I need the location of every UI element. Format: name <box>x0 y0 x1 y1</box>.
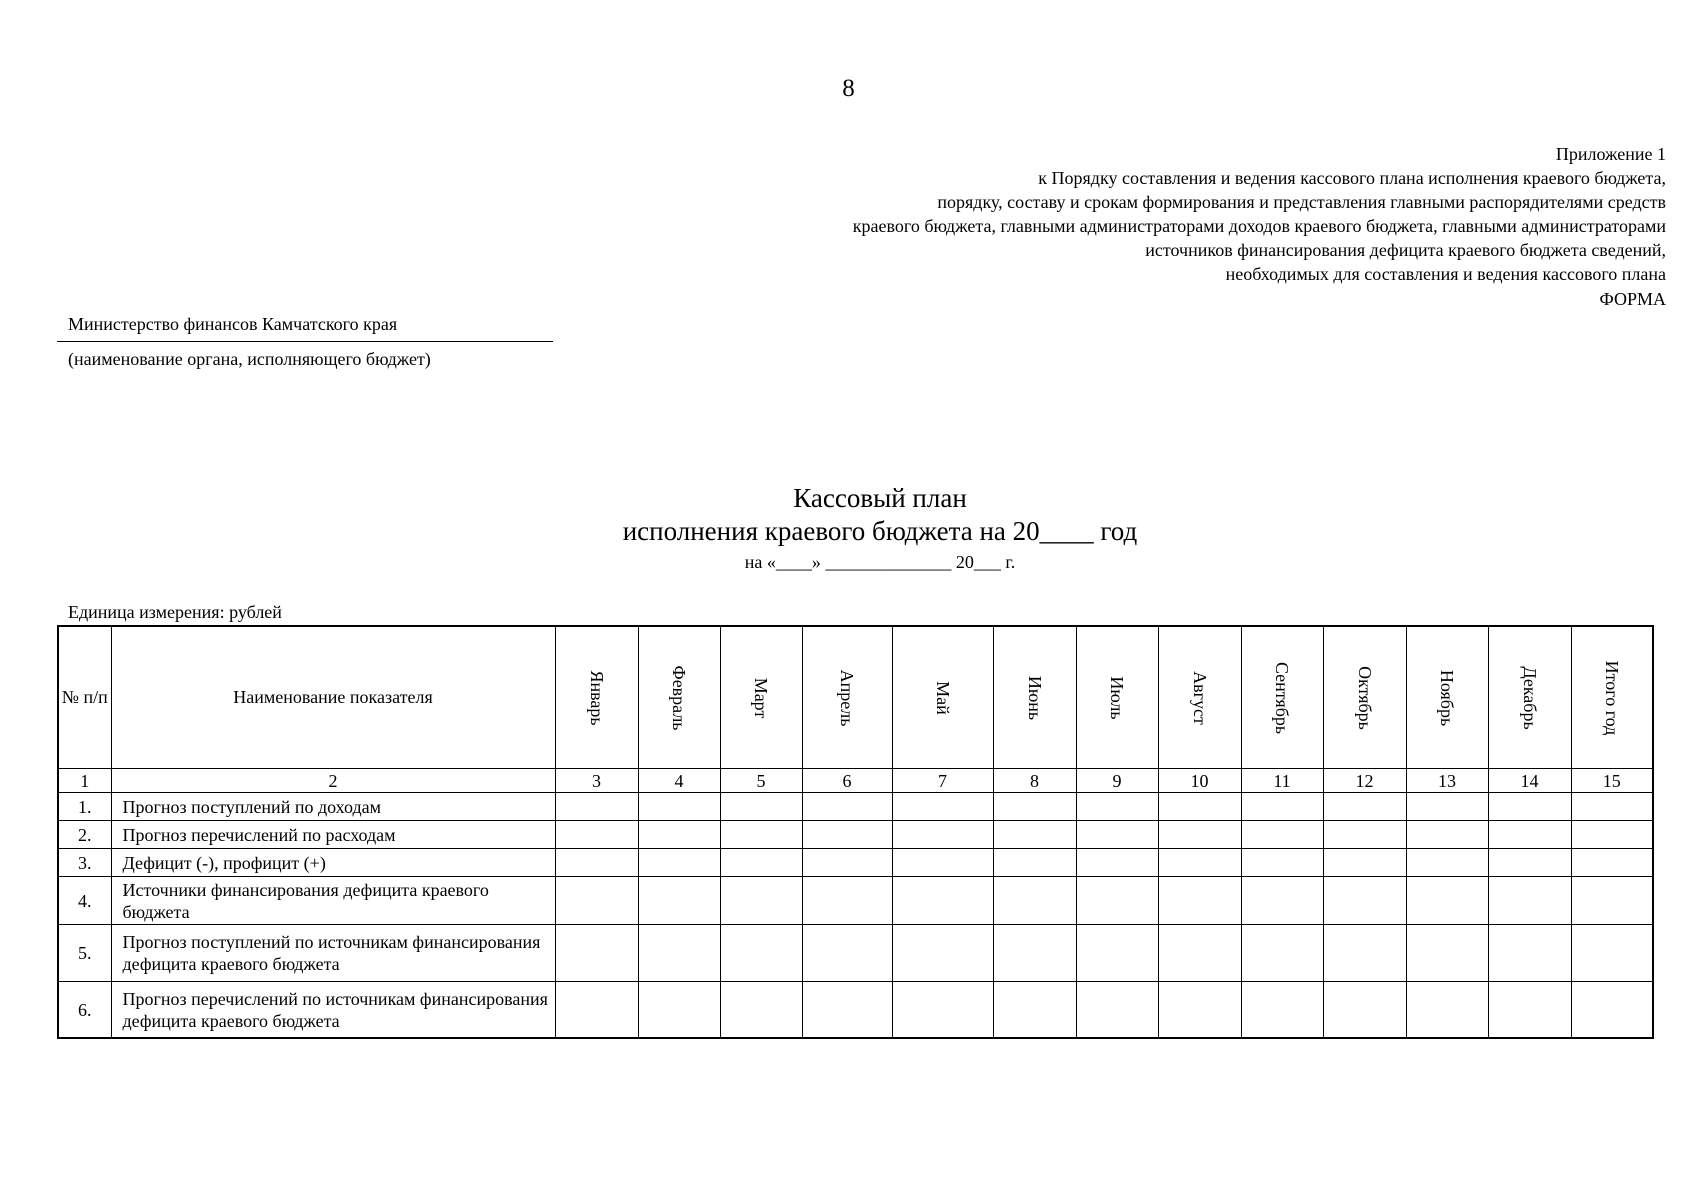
organization-caption: (наименование органа, исполняющего бюджет) <box>68 349 431 369</box>
header-month-label: Июнь <box>1024 675 1045 720</box>
value-cell[interactable] <box>993 877 1076 925</box>
header-month <box>1158 626 1241 769</box>
appendix-line: необходимых для составления и ведения кассового плана <box>1225 264 1666 284</box>
value-cell[interactable] <box>1076 925 1158 982</box>
row-number: 5. <box>58 925 111 982</box>
value-cell[interactable] <box>638 877 720 925</box>
table-header-row <box>58 626 1653 769</box>
appendix-header <box>566 142 1666 286</box>
header-month <box>555 626 638 769</box>
value-cell[interactable] <box>993 821 1076 849</box>
appendix-line: порядку, составу и срокам формирования и представления главными распорядителями средств <box>937 192 1666 212</box>
value-cell[interactable] <box>638 849 720 877</box>
table-row <box>58 877 1653 925</box>
value-cell[interactable] <box>1488 877 1571 925</box>
value-cell[interactable] <box>720 821 802 849</box>
value-cell[interactable] <box>555 793 638 821</box>
value-cell[interactable] <box>1241 982 1323 1039</box>
value-cell[interactable] <box>720 982 802 1039</box>
appendix-line: источников финансирования дефицита краевого бюджета сведений, <box>1145 240 1666 260</box>
row-number: 4. <box>58 877 111 925</box>
row-indicator-name: Прогноз поступлений по доходам <box>111 793 555 821</box>
value-cell[interactable] <box>892 982 993 1039</box>
value-cell[interactable] <box>1241 877 1323 925</box>
value-cell[interactable] <box>1323 877 1406 925</box>
value-cell[interactable] <box>1076 793 1158 821</box>
value-cell[interactable] <box>638 821 720 849</box>
value-cell[interactable] <box>1241 793 1323 821</box>
value-cell[interactable] <box>1488 793 1571 821</box>
value-cell[interactable] <box>1323 925 1406 982</box>
value-cell[interactable] <box>555 925 638 982</box>
value-cell[interactable] <box>1323 793 1406 821</box>
header-month <box>638 626 720 769</box>
header-month <box>1076 626 1158 769</box>
value-cell[interactable] <box>720 925 802 982</box>
value-cell[interactable] <box>1406 821 1488 849</box>
column-number: 14 <box>1488 769 1571 793</box>
header-month-label: Декабрь <box>1519 665 1540 730</box>
total-cell[interactable] <box>1571 925 1653 982</box>
value-cell[interactable] <box>892 877 993 925</box>
value-cell[interactable] <box>1241 925 1323 982</box>
column-number: 2 <box>111 769 555 793</box>
value-cell[interactable] <box>1158 849 1241 877</box>
document-subtitle: исполнения краевого бюджета на 20____ год <box>622 516 1138 546</box>
value-cell[interactable] <box>720 877 802 925</box>
units-label: Единица измерения: рублей <box>68 602 282 622</box>
value-cell[interactable] <box>993 793 1076 821</box>
value-cell[interactable] <box>1158 877 1241 925</box>
header-month-label: Сентябрь <box>1272 661 1292 734</box>
total-cell[interactable] <box>1571 982 1653 1039</box>
header-month <box>892 626 993 769</box>
document-title-block <box>0 482 1697 574</box>
value-cell[interactable] <box>1241 849 1323 877</box>
header-month <box>720 626 802 769</box>
value-cell[interactable] <box>555 877 638 925</box>
header-month-label: Май <box>932 680 953 715</box>
value-cell[interactable] <box>802 925 892 982</box>
value-cell[interactable] <box>1241 821 1323 849</box>
table-row <box>58 925 1653 982</box>
column-number: 8 <box>993 769 1076 793</box>
value-cell[interactable] <box>1488 849 1571 877</box>
header-total-label: Итого год <box>1601 660 1622 735</box>
column-number-row <box>58 769 1653 793</box>
value-cell[interactable] <box>892 793 993 821</box>
value-cell[interactable] <box>1323 821 1406 849</box>
header-month-label: Апрель <box>837 669 857 726</box>
value-cell[interactable] <box>638 793 720 821</box>
header-month <box>1241 626 1323 769</box>
page-number: 8 <box>842 75 855 102</box>
value-cell[interactable] <box>1076 877 1158 925</box>
column-number: 3 <box>555 769 638 793</box>
appendix-line: краевого бюджета, главными администраторами доходов краевого бюджета, главными администраторами <box>852 216 1666 236</box>
header-month <box>1488 626 1571 769</box>
column-number: 15 <box>1571 769 1653 793</box>
value-cell[interactable] <box>1158 821 1241 849</box>
column-number: 1 <box>58 769 111 793</box>
value-cell[interactable] <box>1076 849 1158 877</box>
column-number: 10 <box>1158 769 1241 793</box>
value-cell[interactable] <box>1488 925 1571 982</box>
header-month-label: Октябрь <box>1354 665 1375 730</box>
row-number: 2. <box>58 821 111 849</box>
value-cell[interactable] <box>802 877 892 925</box>
document-title: Кассовый план <box>793 483 967 513</box>
column-number: 11 <box>1241 769 1323 793</box>
header-month-label: Март <box>751 677 771 718</box>
value-cell[interactable] <box>1076 821 1158 849</box>
value-cell[interactable] <box>1488 982 1571 1039</box>
value-cell[interactable] <box>802 982 892 1039</box>
table-row <box>58 849 1653 877</box>
row-indicator-name: Прогноз поступлений по источникам финансирования дефицита краевого бюджета <box>111 925 555 982</box>
header-month <box>993 626 1076 769</box>
appendix-line: к Порядку составления и ведения кассового плана исполнения краевого бюджета, <box>1038 168 1666 188</box>
value-cell[interactable] <box>993 849 1076 877</box>
column-number: 6 <box>802 769 892 793</box>
value-cell[interactable] <box>555 849 638 877</box>
value-cell[interactable] <box>1323 982 1406 1039</box>
row-indicator-name: Прогноз перечислений по расходам <box>111 821 555 849</box>
total-cell[interactable] <box>1571 793 1653 821</box>
value-cell[interactable] <box>892 925 993 982</box>
table-row <box>58 821 1653 849</box>
table-row <box>58 982 1653 1039</box>
cash-plan-table <box>57 625 1654 1039</box>
value-cell[interactable] <box>720 793 802 821</box>
header-month-label: Август <box>1189 670 1210 725</box>
column-number: 7 <box>892 769 993 793</box>
organization-block <box>57 312 553 371</box>
row-indicator-name: Прогноз перечислений по источникам финансирования дефицита краевого бюджета <box>111 982 555 1039</box>
header-month <box>1323 626 1406 769</box>
column-number: 12 <box>1323 769 1406 793</box>
header-month <box>802 626 892 769</box>
document-date-line: на «____» ______________ 20___ г. <box>744 552 1016 572</box>
value-cell[interactable] <box>802 821 892 849</box>
value-cell[interactable] <box>892 849 993 877</box>
value-cell[interactable] <box>1406 982 1488 1039</box>
appendix-title: Приложение 1 <box>1555 144 1666 164</box>
form-label: ФОРМА <box>1599 289 1666 309</box>
value-cell[interactable] <box>993 925 1076 982</box>
value-cell[interactable] <box>1406 877 1488 925</box>
header-indicator-name: Наименование показателя <box>111 626 555 769</box>
header-number: № п/п <box>58 626 111 769</box>
value-cell[interactable] <box>802 793 892 821</box>
value-cell[interactable] <box>1406 849 1488 877</box>
header-total <box>1571 626 1653 769</box>
value-cell[interactable] <box>1158 925 1241 982</box>
table-row <box>58 793 1653 821</box>
value-cell[interactable] <box>1158 793 1241 821</box>
row-indicator-name: Дефицит (-), профицит (+) <box>111 849 555 877</box>
organization-name: Министерство финансов Камчатского края <box>57 312 553 342</box>
value-cell[interactable] <box>555 821 638 849</box>
header-month-label: Июль <box>1107 675 1127 720</box>
total-cell[interactable] <box>1571 877 1653 925</box>
value-cell[interactable] <box>1323 849 1406 877</box>
row-number: 1. <box>58 793 111 821</box>
column-number: 13 <box>1406 769 1488 793</box>
column-number: 9 <box>1076 769 1158 793</box>
value-cell[interactable] <box>720 849 802 877</box>
value-cell[interactable] <box>802 849 892 877</box>
column-number: 4 <box>638 769 720 793</box>
header-month-label: Январь <box>586 669 607 726</box>
value-cell[interactable] <box>638 925 720 982</box>
value-cell[interactable] <box>1488 821 1571 849</box>
total-cell[interactable] <box>1571 821 1653 849</box>
row-indicator-name: Источники финансирования дефицита краевого бюджета <box>111 877 555 925</box>
value-cell[interactable] <box>1076 982 1158 1039</box>
value-cell[interactable] <box>1406 925 1488 982</box>
value-cell[interactable] <box>993 982 1076 1039</box>
value-cell[interactable] <box>892 821 993 849</box>
row-number: 3. <box>58 849 111 877</box>
header-month-label: Февраль <box>669 664 689 731</box>
total-cell[interactable] <box>1571 849 1653 877</box>
value-cell[interactable] <box>1406 793 1488 821</box>
row-number: 6. <box>58 982 111 1039</box>
value-cell[interactable] <box>638 982 720 1039</box>
value-cell[interactable] <box>555 982 638 1039</box>
header-month-label: Ноябрь <box>1437 669 1457 726</box>
value-cell[interactable] <box>1158 982 1241 1039</box>
header-month <box>1406 626 1488 769</box>
column-number: 5 <box>720 769 802 793</box>
